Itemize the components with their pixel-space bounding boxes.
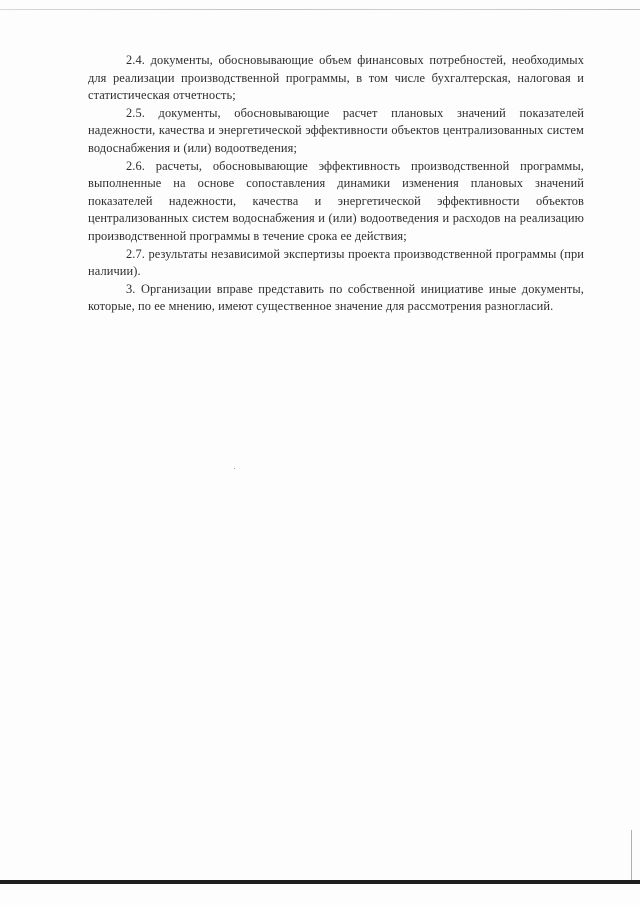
paragraph-2-6: 2.6. расчеты, обосновывающие эффективность производственной программы, выполненные на основе сопоставления динамики изменения плановых значений показателей надежности, качества и энергетической эффективности объектов централизованных систем водоснабжения и (или) водоотведения и расходов на реализацию производственной программы в течение срока ее действия; <box>88 158 584 243</box>
scan-bottom-edge <box>0 880 640 884</box>
paragraph-3: 3. Организации вправе представить по собственной инициативе иные документы, которые, по ее мнению, имеют существенное значение для рассмотрения разногласий. <box>88 281 584 314</box>
document-body <box>88 52 584 316</box>
paragraph-2-7: 2.7. результаты независимой экспертизы проекта производственной программы (при наличии). <box>88 246 584 279</box>
paragraph-2-5: 2.5. документы, обосновывающие расчет плановых значений показателей надежности, качества и энергетической эффективности объектов централизованных систем водоснабжения и (или) водоотведения; <box>88 105 584 155</box>
scan-right-edge <box>631 830 632 880</box>
scan-top-edge <box>0 9 640 10</box>
paragraph-2-4: 2.4. документы, обосновывающие объем финансовых потребностей, необходимых для реализации производственной программы, в том числе бухгалтерская, налоговая и статистическая отчетность; <box>88 53 584 103</box>
scan-speck <box>234 468 235 469</box>
